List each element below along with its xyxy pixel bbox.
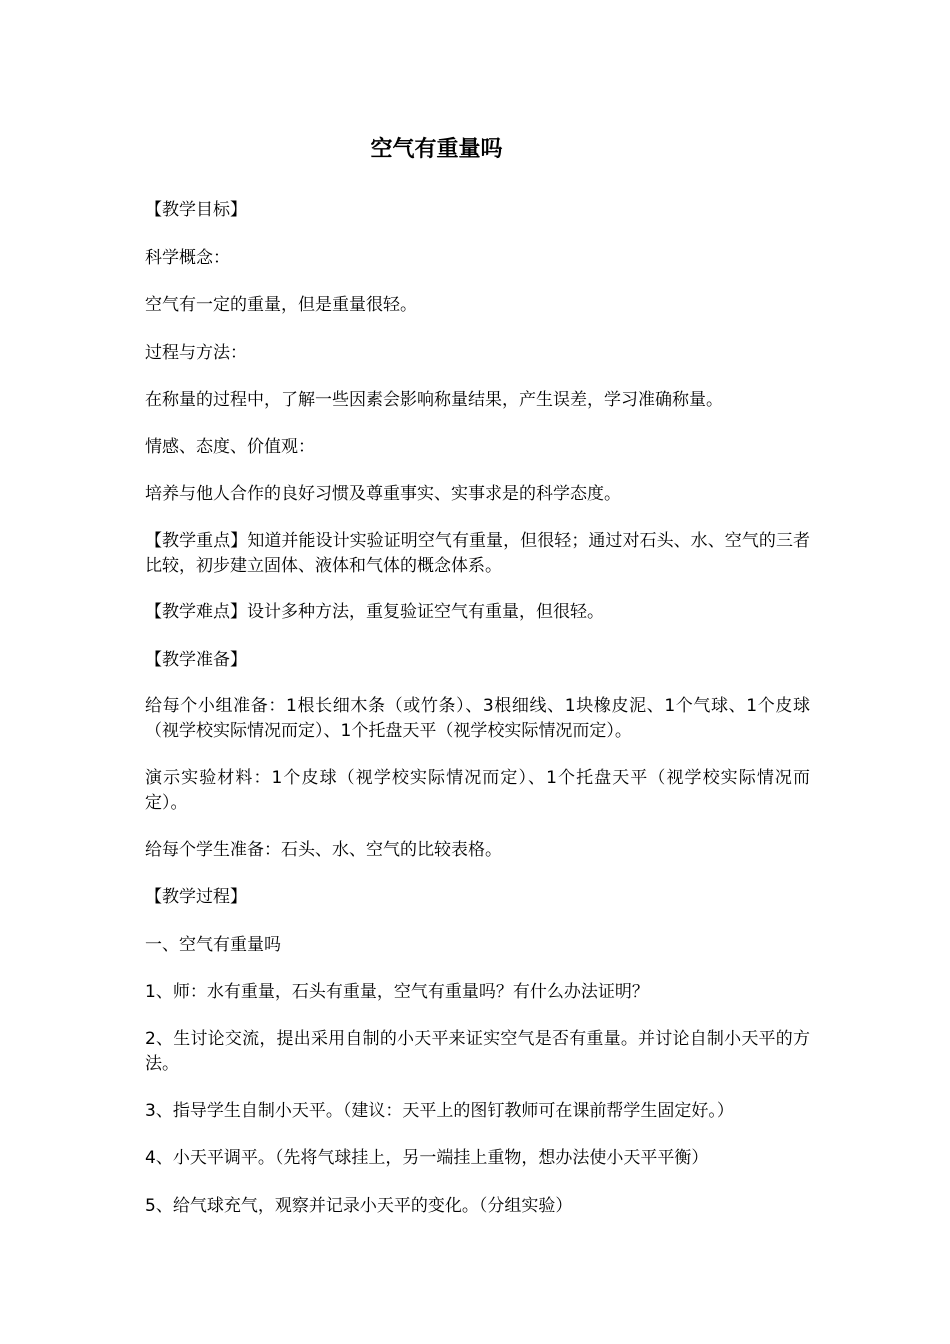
paragraph-step-1: 1、师：水有重量，石头有重量，空气有重量吗？有什么办法证明？ — [145, 982, 649, 1002]
paragraph-demo-materials: 演示实验材料：1个皮球（视学校实际情况而定）、1个托盘天平（视学校实际情况而定）。 — [145, 768, 810, 813]
paragraph-step-4: 4、小天平调平。（先将气球挂上，另一端挂上重物，想办法使小天平平衡） — [145, 1148, 709, 1168]
paragraph-step-3: 3、指导学生自制小天平。（建议：天平上的图钉教师可在课前帮学生固定好。） — [145, 1101, 734, 1121]
paragraph-preparation-heading: 【教学准备】 — [145, 650, 247, 670]
paragraph-step-2: 2、生讨论交流，提出采用自制的小天平来证实空气是否有重量。并讨论自制小天平的方法。 — [145, 1029, 810, 1074]
paragraph-difficulties: 【教学难点】设计多种方法，重复验证空气有重量，但很轻。 — [145, 602, 604, 622]
paragraph-group-materials: 给每个小组准备：1根长细木条（或竹条）、3根细线、1块橡皮泥、1个气球、1个皮球（视学校实际情况而定）、1个托盘天平（视学校实际情况而定）。 — [145, 696, 810, 741]
paragraph-science-concept: 空气有一定的重量，但是重量很轻。 — [145, 295, 417, 315]
paragraph-process-heading: 【教学过程】 — [145, 887, 247, 907]
paragraph-science-concept-label: 科学概念： — [145, 248, 230, 268]
paragraph-teaching-goals-heading: 【教学目标】 — [145, 200, 247, 220]
paragraph-section-one: 一、空气有重量吗 — [145, 935, 281, 955]
paragraph-process-method: 在称量的过程中，了解一些因素会影响称量结果，产生误差，学习准确称量。 — [145, 390, 723, 410]
paragraph-attitude-label: 情感、态度、价值观： — [145, 437, 315, 457]
paragraph-student-materials: 给每个学生准备：石头、水、空气的比较表格。 — [145, 840, 502, 860]
paragraph-attitude: 培养与他人合作的良好习惯及尊重事实、实事求是的科学态度。 — [145, 484, 621, 504]
paragraph-process-method-label: 过程与方法： — [145, 343, 247, 363]
paragraph-step-5: 5、给气球充气，观察并记录小天平的变化。（分组实验） — [145, 1196, 573, 1216]
document-title: 空气有重量吗 — [370, 137, 503, 162]
paragraph-key-points: 【教学重点】知道并能设计实验证明空气有重量，但很轻；通过对石头、水、空气的三者比较，初步建立固体、液体和气体的概念体系。 — [145, 531, 810, 576]
